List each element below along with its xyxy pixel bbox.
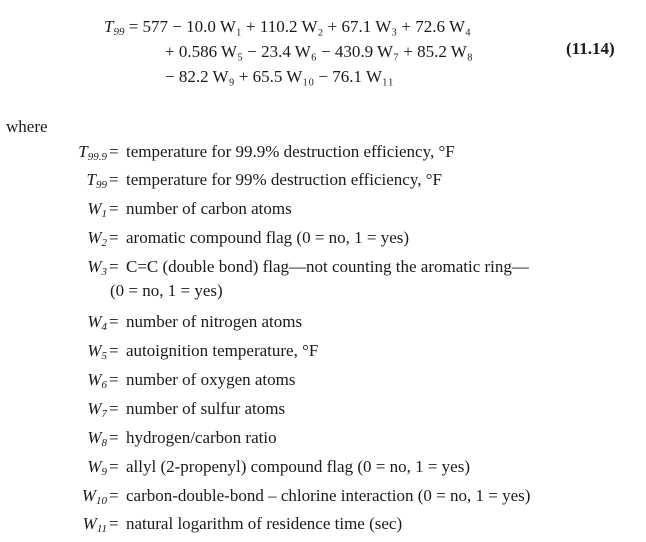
definition-W5 [0, 339, 646, 365]
equals-sign: = [109, 170, 119, 189]
equals-sign: = [109, 514, 119, 533]
definition-symbol: $W_7$ [87, 399, 107, 420]
equals-sign: = [109, 428, 119, 447]
equals-sign: = [109, 257, 119, 276]
equals-sign: = [109, 399, 119, 418]
equation-rhs-2: + 0.586 W₅ − 23.4 W₆ − 430.9 W₇ + 85.2 W₈ [165, 42, 473, 61]
equation-rhs-1: = 577 − 10.0 W₁ + 110.2 W₂ + 67.1 W₃ + 72.6 W₄ [128, 17, 471, 36]
definition-symbol: $T_{99}$ [86, 170, 107, 191]
definition-text: temperature for 99% destruction efficiency, °F [126, 170, 442, 189]
equation-line-1 [104, 16, 471, 38]
definition-W7 [0, 397, 646, 423]
definition-text: natural logarithm of residence time (sec) [126, 514, 403, 533]
definition-symbol: $W_1$ [87, 199, 107, 220]
definition-W8 [0, 426, 646, 452]
definition-symbol: $W_9$ [87, 457, 107, 478]
definition-text: number of sulfur atoms [126, 399, 286, 418]
definition-text: number of carbon atoms [126, 199, 292, 218]
definition-text: C=C (double bond) flag—not counting the aromatic ring— [126, 257, 529, 276]
definition-text: number of oxygen atoms [126, 370, 296, 389]
definition-T99 [0, 168, 646, 194]
equals-sign: = [109, 228, 119, 247]
equals-sign: = [109, 370, 119, 389]
definition-W3 [0, 255, 646, 281]
equation-lhs: $T_{99}$ [104, 17, 125, 38]
definition-symbol: $W_5$ [87, 341, 107, 362]
definition-T99-9 [0, 140, 646, 166]
definition-W10 [0, 484, 646, 510]
definition-text: aromatic compound flag (0 = no, 1 = yes) [126, 228, 410, 247]
definition-W2 [0, 226, 646, 252]
where-label: where [6, 117, 48, 136]
equation-line-3 [165, 66, 394, 88]
equals-sign: = [109, 341, 119, 360]
definition-symbol: $W_6$ [87, 370, 107, 391]
definition-symbol: $W_8$ [87, 428, 107, 449]
definition-text: number of nitrogen atoms [126, 312, 303, 331]
definition-symbol: $T_{99.9}$ [78, 142, 107, 163]
definition-W6 [0, 368, 646, 394]
definition-symbol: $W_4$ [87, 312, 107, 333]
definition-symbol: $W_2$ [87, 228, 107, 249]
equals-sign: = [109, 312, 119, 331]
definition-symbol: $W_{11}$ [82, 514, 107, 535]
equals-sign: = [109, 486, 119, 505]
equals-sign: = [109, 199, 119, 218]
definition-symbol: $W_3$ [87, 257, 107, 278]
equals-sign: = [109, 457, 119, 476]
definition-text: autoignition temperature, °F [126, 341, 319, 360]
definition-W1 [0, 197, 646, 223]
definition-text: allyl (2-propenyl) compound flag (0 = no, 1 = yes) [126, 457, 470, 476]
definition-W4 [0, 310, 646, 336]
definition-text: temperature for 99.9% destruction efficiency, °F [126, 142, 455, 161]
definition-text: hydrogen/carbon ratio [126, 428, 277, 447]
definition-W9 [0, 455, 646, 481]
definition-symbol: $W_{10}$ [81, 486, 107, 507]
equals-sign: = [109, 142, 119, 161]
definition-continuation: (0 = no, 1 = yes) [110, 281, 223, 300]
equation-rhs-3: − 82.2 W₉ + 65.5 W₁₀ − 76.1 W₁₁ [165, 67, 394, 86]
equation-number: (11.14) [566, 39, 615, 58]
definition-text: carbon-double-bond – chlorine interaction (0 = no, 1 = yes) [126, 486, 531, 505]
equation-line-2 [165, 41, 473, 63]
definition-W11 [0, 512, 646, 538]
